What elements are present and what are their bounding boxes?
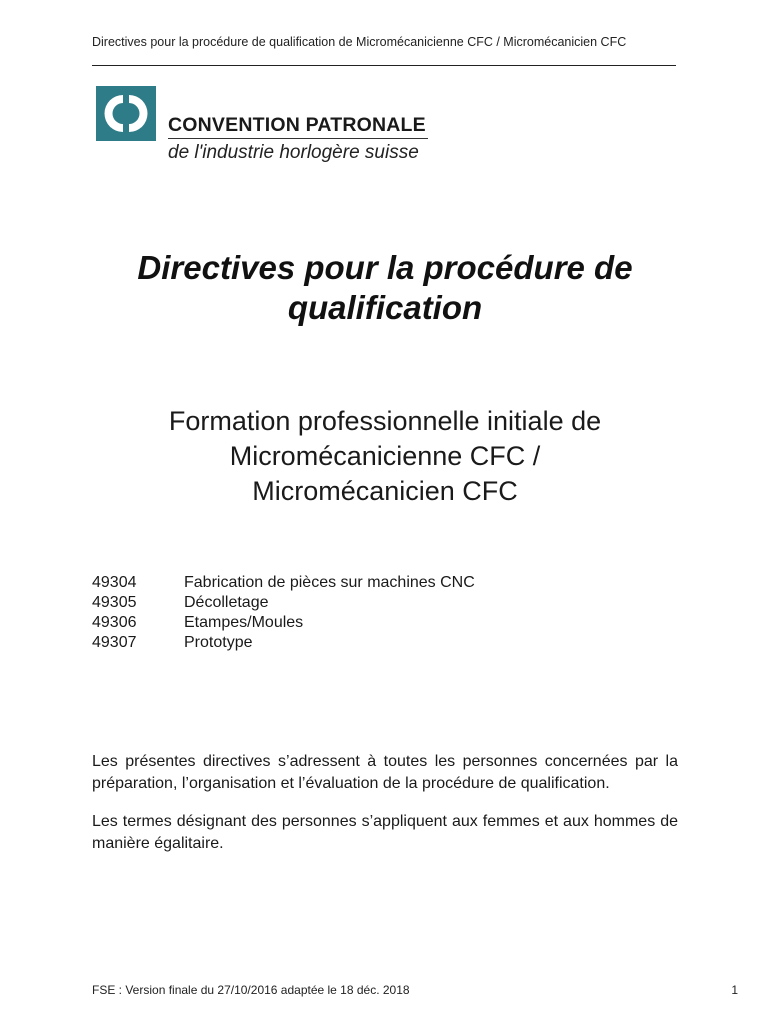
- document-title-line-1: Directives pour la procédure de: [137, 249, 633, 286]
- logo-divider: [168, 138, 428, 139]
- document-title: [60, 248, 710, 328]
- specialization-label: Fabrication de pièces sur machines CNC: [184, 574, 475, 591]
- specialization-code: 49307: [92, 634, 137, 651]
- convention-patronale-logo-mark: [96, 86, 156, 141]
- specialization-row: [92, 573, 475, 593]
- logo-tagline: de l'industrie horlogère suisse: [168, 142, 419, 163]
- specialization-code: 49305: [92, 594, 137, 611]
- document-title-line-2: qualification: [287, 289, 483, 326]
- specialization-row: [92, 613, 475, 633]
- specialization-row: [92, 593, 475, 613]
- document-subtitle-line-3: Micromécanicien CFC: [252, 476, 518, 506]
- specialization-label: Prototype: [184, 634, 253, 651]
- intro-paragraph-gender-note: Les termes désignant des personnes s’appliquent aux femmes et aux hommes de manière égalitaire.: [92, 813, 678, 852]
- intro-paragraph-audience: Les présentes directives s’adressent à toutes les personnes concernées par la préparation, l’organisation et l’évaluation de la procédure de qualification.: [92, 753, 678, 792]
- logo-name: CONVENTION PATRONALE: [168, 114, 426, 136]
- specialization-row: [92, 633, 475, 653]
- document-subtitle: [60, 404, 710, 509]
- footer-version: FSE : Version finale du 27/10/2016 adaptée le 18 déc. 2018: [92, 983, 410, 997]
- document-subtitle-line-1: Formation professionnelle initiale de: [168, 406, 602, 436]
- specialization-list: [92, 573, 475, 653]
- specialization-label: Etampes/Moules: [184, 614, 304, 631]
- specialization-code: 49306: [92, 614, 137, 631]
- convention-patronale-logo: [96, 86, 436, 166]
- header-divider: [92, 65, 676, 66]
- specialization-label: Décolletage: [184, 594, 269, 611]
- running-header: Directives pour la procédure de qualification de Micromécanicienne CFC / Micromécanicien CFC: [92, 35, 627, 49]
- intro-text: [92, 751, 678, 871]
- document-subtitle-line-2: Micromécanicienne CFC /: [229, 441, 541, 471]
- page-number: 1: [731, 983, 738, 997]
- specialization-code: 49304: [92, 574, 137, 591]
